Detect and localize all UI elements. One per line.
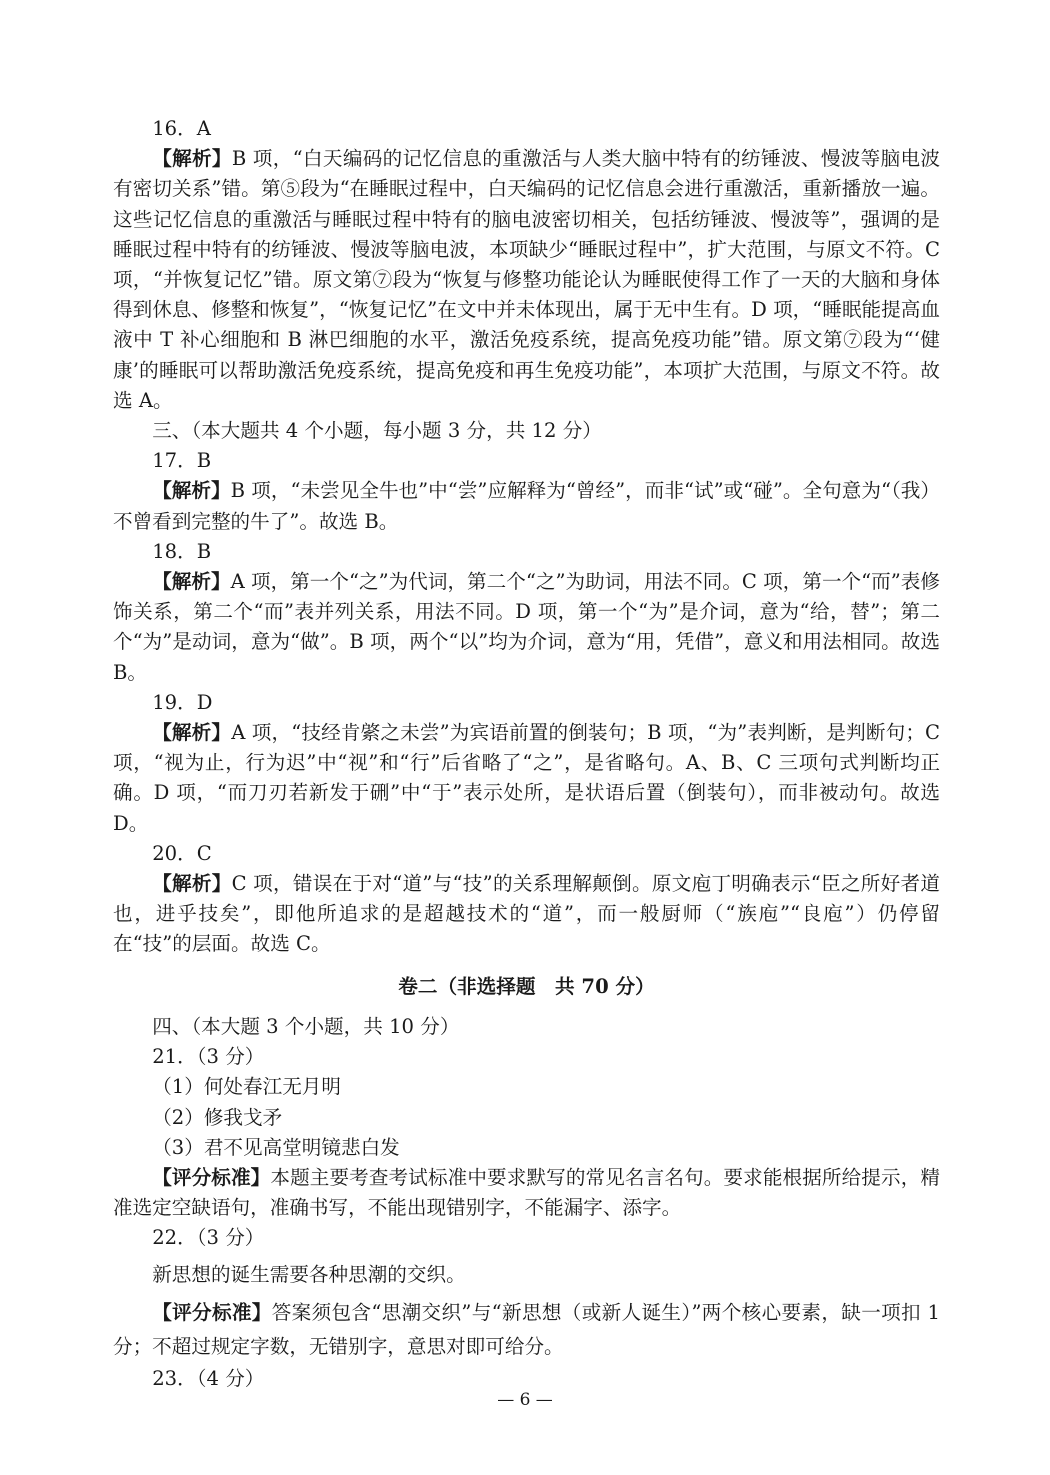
volume-2-title: 卷二（非选择题 共 70 分） xyxy=(398,974,655,998)
scoring-text: 答案须包含“思潮交织”与“新思想（或新人诞生）”两个核心要素，缺一项扣 1 分；不超过规定字数，无错别字，意思对即可给分。 xyxy=(113,1300,940,1358)
question-20-explanation xyxy=(113,869,940,960)
question-23-number: 23．（4 分） xyxy=(152,1366,265,1390)
question-17-number: 17．B xyxy=(152,449,212,473)
answer-page xyxy=(113,114,940,1394)
section-3-title: 三、（本大题共 4 个小题，每小题 3 分，共 12 分） xyxy=(152,419,602,443)
question-16-number: 16．A xyxy=(152,117,211,140)
explanation-text: B 项，“白天编码的记忆信息的重激活与人类大脑中特有的纺锤波、慢波等脑电波有密切关系”错。第⑤段为“在睡眠过程中，白天编码的记忆信息会进行重激活，重新播放一遍。这些记忆信息的重激活与睡眠过程中特有的脑电波密切相关，包括纺锤波、慢波等”，强调的是睡眠过程中特有的纺锤波、慢波等脑电波，本项缺少“睡眠过程中”，扩大范围，与原文不符。C 项，“并恢复记忆”错。原文第⑦段为“恢复与修整功能论认为睡眠使得工作了一天的大脑和身体得到休息、修整和恢复”，“恢复记忆”在文中并未体现出，属于无中生有。D 项，“睡眠能提高血液中 T 补心细胞和 B 淋巴细胞的水平，激活免疫系统，提高免疫功能”错。原文第⑦段为“‘健康’的睡眠可以帮助激活免疫系统，提高免疫和再生免疫功能”，本项扩大范围，与原文不符。故选 A。 xyxy=(113,147,940,412)
explanation-text: A 项，第一个“之”为代词，第二个“之”为助词，用法不同。C 项，第一个“而”表修饰关系，第二个“而”表并列关系，用法不同。D 项，第一个“为”是介词，意为“给，替”；第二个“为”是动词，意为“做”。B 项，两个“以”均为介词，意为“用，凭借”，意义和用法相同。故选 B。 xyxy=(113,570,940,684)
explanation-label: 【解析】 xyxy=(152,147,232,171)
explanation-text: A 项，“技经肯綮之未尝”为宾语前置的倒装句；B 项，“为”表判断，是判断句；C 项，“视为止，行为迟”中“视”和“行”后省略了“之”，是省略句。A、B、C 三项句式判断均正确。D 项，“而刀刃若新发于硎”中“于”表示处所，是状语后置（倒装句），而非被动句。故选 D。 xyxy=(113,721,941,835)
section-4-title: 四、（本大题 3 个小题，共 10 分） xyxy=(152,1014,460,1038)
question-19-explanation xyxy=(113,718,940,839)
explanation-label: 【解析】 xyxy=(152,479,231,503)
question-22-scoring xyxy=(113,1296,940,1364)
explanation-label: 【解析】 xyxy=(152,872,232,896)
explanation-label: 【解析】 xyxy=(152,721,232,745)
question-16-explanation xyxy=(113,144,940,416)
explanation-label: 【解析】 xyxy=(152,570,231,594)
question-21-answer-2: （2）修我戈矛 xyxy=(152,1105,283,1129)
explanation-text: B 项，“未尝见全牛也”中“尝”应解释为“曾经”，而非“试”或“碰”。全句意为“（我）不曾看到完整的牛了”。故选 B。 xyxy=(113,479,941,533)
scoring-text: 本题主要考查考试标准中要求默写的常见名言名句。要求能根据所给提示，精准选定空缺语句，准确书写，不能出现错别字，不能漏字、添字。 xyxy=(113,1165,940,1220)
question-19-number: 19．D xyxy=(152,690,213,714)
question-21-answer-1: （1）何处春江无月明 xyxy=(152,1075,341,1099)
scoring-label: 【评分标准】 xyxy=(152,1165,271,1189)
explanation-text: C 项，错误在于对“道”与“技”的关系理解颠倒。原文庖丁明确表示“臣之所好者道也，进乎技矣”，即他所追求的是超越技术的“道”，而一般厨师（“族庖”“良庖”）仍停留在“技”的层面。故选 C。 xyxy=(113,872,940,956)
page-number: — 6 — xyxy=(497,1390,553,1410)
question-17-explanation xyxy=(113,476,940,536)
question-22-number: 22．（3 分） xyxy=(152,1226,265,1250)
question-22-answer: 新思想的诞生需要各种思潮的交织。 xyxy=(152,1262,466,1286)
question-18-explanation xyxy=(113,567,940,688)
question-21-number: 21．（3 分） xyxy=(152,1045,265,1069)
question-18-number: 18．B xyxy=(152,539,212,563)
question-20-number: 20．C xyxy=(152,841,212,865)
scoring-label: 【评分标准】 xyxy=(152,1300,272,1324)
question-21-scoring xyxy=(113,1163,940,1223)
question-21-answer-3: （3）君不见高堂明镜悲白发 xyxy=(152,1135,400,1159)
